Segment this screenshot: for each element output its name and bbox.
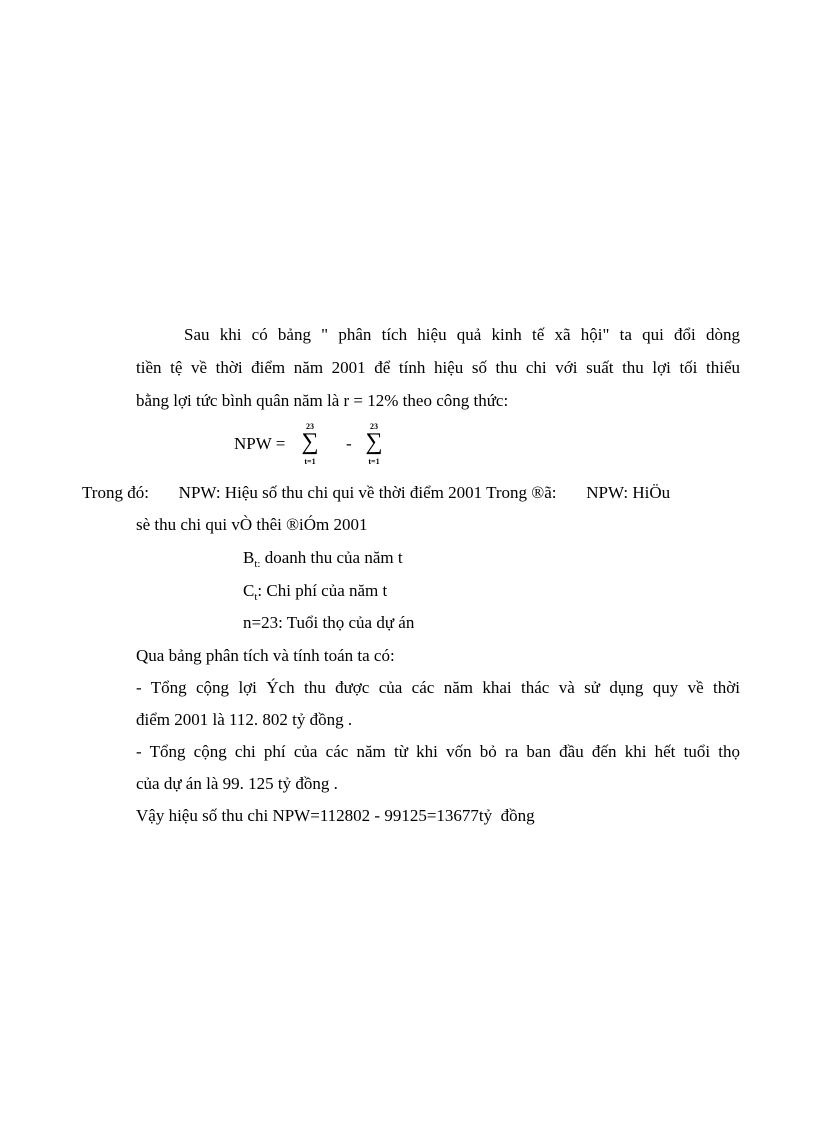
definition-bt xyxy=(243,547,403,575)
bt-symbol: B xyxy=(243,548,255,567)
definition-n: n=23: Tuổi thọ của dự án xyxy=(243,613,415,632)
formula-minus: - xyxy=(346,434,352,453)
analysis-line-1: Qua bảng phân tích và tính toán ta có: xyxy=(136,646,395,665)
bt-subscript: t: xyxy=(254,558,261,570)
formula-lhs: NPW = xyxy=(234,434,286,453)
ct-subscript: t xyxy=(254,591,258,603)
sigma-2-symbol: ∑ xyxy=(365,429,383,455)
analysis-line-5: của dự án là 99. 125 tỷ đồng . xyxy=(136,774,338,793)
analysis-line-2: - Tổng cộng lợi Ých thu được của các năm khai thác và sử dụng quy về thời xyxy=(136,678,740,697)
sigma-2-upper: 23 xyxy=(370,422,378,431)
npw-formula xyxy=(234,422,434,472)
definitions-intro-line-2: sè thu chi qui vÒ thêi ®iÓm 2001 xyxy=(136,515,368,534)
analysis-line-6: Vậy hiệu số thu chi NPW=112802 - 99125=13677tỷ đồng xyxy=(136,806,535,825)
paragraph-line-1: Sau khi có bảng " phân tích hiệu quả kinh tế xã hội" ta qui đổi dòng xyxy=(184,325,740,344)
definitions-intro-line-1: Trong đó: NPW: Hiệu số thu chi qui về thời điểm 2001 Trong ®ã: NPW: HiÖu xyxy=(82,483,671,502)
sigma-2-lower: t=1 xyxy=(368,457,380,466)
definition-ct xyxy=(243,580,387,608)
analysis-line-3: điểm 2001 là 112. 802 tỷ đồng . xyxy=(136,710,353,729)
paragraph-line-2: tiền tệ về thời điểm năm 2001 để tính hiệu số thu chi với suất thu lợi tối thiểu xyxy=(136,358,740,377)
bt-text: doanh thu của năm t xyxy=(260,548,403,567)
sigma-1-upper: 23 xyxy=(306,422,314,431)
sigma-1-lower: t=1 xyxy=(304,457,316,466)
paragraph-line-3: bằng lợi tức bình quân năm là r = 12% theo công thức: xyxy=(136,391,509,410)
analysis-line-4: - Tổng cộng chi phí của các năm từ khi vốn bỏ ra ban đầu đến khi hết tuổi thọ xyxy=(136,742,740,761)
ct-symbol: C xyxy=(243,581,255,600)
sigma-1-symbol: ∑ xyxy=(301,429,319,455)
ct-text: : Chi phí của năm t xyxy=(257,581,388,600)
